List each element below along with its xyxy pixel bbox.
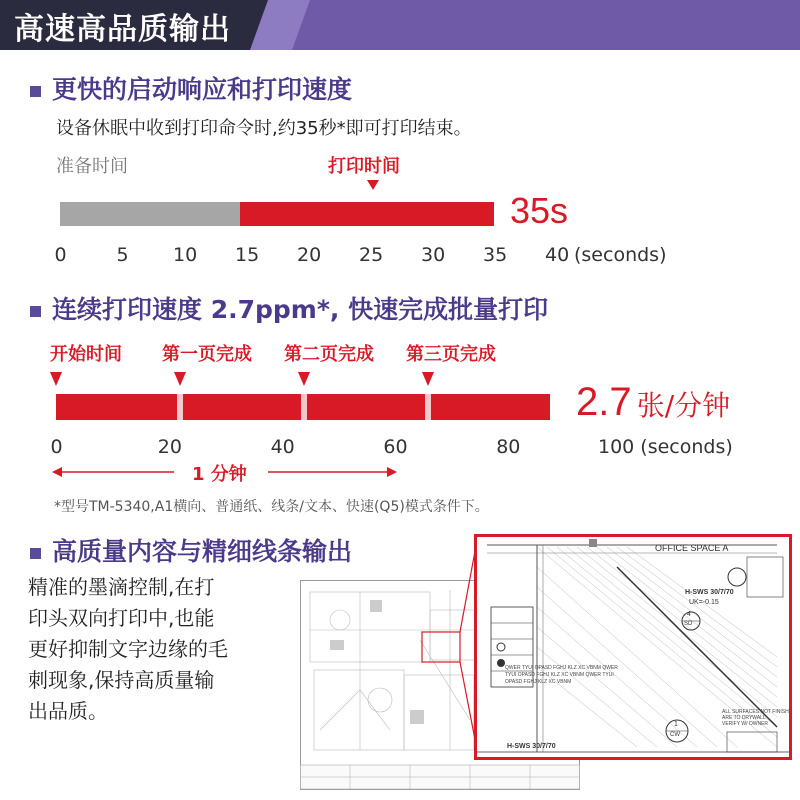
zoom-marker2-sub: CW [670, 732, 680, 738]
continuous-axis-tick: 40 [270, 436, 295, 458]
text-line: 出品质。 [28, 699, 108, 723]
page-gap [425, 394, 431, 420]
print-time-marker [367, 180, 379, 190]
note-line: VERIFY W/ OWNER [722, 721, 769, 727]
page1-label: 第一页完成 [162, 344, 252, 365]
footnote: *型号TM-5340,A1横向、普通纸、线条/文本、快速(Q5)模式条件下。 [54, 499, 489, 515]
section-bullet [30, 86, 41, 97]
note-line: TYUI OPASD FGHJ KLZ XC VBNM QWER TYUI [505, 672, 614, 678]
one-minute-label: 1 分钟 [192, 464, 247, 485]
startup-axis-tick: 0 [54, 244, 67, 266]
zoom-marker2: 1 [674, 721, 678, 728]
zoom-marker1-sub: SD [684, 621, 693, 627]
blueprint-zoom [474, 534, 792, 760]
zoom-marker1: 4 [687, 611, 691, 618]
section3-title: 高质量内容与精细线条输出 [52, 537, 353, 566]
startup-axis-tick: 15 [235, 244, 260, 266]
page2-label: 第二页完成 [284, 344, 374, 365]
start-time-label: 开始时间 [50, 344, 122, 365]
page-marker [422, 372, 434, 386]
section1-title: 更快的启动响应和打印速度 [52, 75, 353, 104]
speed-readout [576, 380, 730, 425]
section3-text [28, 572, 228, 727]
note-line: ARE TO DRYWALL [722, 715, 766, 721]
startup-axis-tick: 30 [421, 244, 446, 266]
startup-axis-unit: (seconds) [574, 244, 667, 266]
continuous-axis-last-tick: 100 (seconds) [598, 436, 733, 458]
startup-axis-tick: 40 [545, 244, 570, 266]
page-marker [298, 372, 310, 386]
page-title: 高速高品质输出 [14, 12, 231, 47]
speed-unit: 张/分钟 [636, 389, 731, 422]
startup-axis-tick: 20 [297, 244, 322, 266]
speed-value: 2.7 [576, 380, 632, 424]
text-line: 刺现象,保持高质量输 [28, 668, 215, 692]
text-line: 印头双向打印中,也能 [28, 606, 215, 630]
startup-axis-tick: 25 [359, 244, 384, 266]
section1-desc: 设备休眠中收到打印命令时,约35秒*即可打印结束。 [56, 118, 472, 139]
start-marker [50, 372, 62, 386]
print-time-segment [240, 202, 494, 226]
page-marker [174, 372, 186, 386]
continuous-print-bar [56, 394, 550, 420]
note-line: QWER TYUI OPASD FGHJ KLZ XC VBNM QWER [505, 665, 618, 671]
startup-axis-tick: 5 [116, 244, 129, 266]
continuous-axis-tick: 20 [157, 436, 182, 458]
zoom-surface-notes [722, 709, 789, 727]
prep-time-segment [60, 202, 240, 226]
page-gap [301, 394, 307, 420]
section-bullet [30, 548, 41, 559]
startup-axis-tick: 35 [483, 244, 508, 266]
startup-axis-tick: 10 [173, 244, 198, 266]
page3-label: 第三页完成 [406, 344, 496, 365]
print-time-label: 打印时间 [328, 156, 400, 177]
zoom-notes [505, 665, 618, 686]
zoom-sws-label-2: H-SWS 30/7/70 [507, 743, 556, 750]
zoom-sws-label: H-SWS 30/7/70 [685, 589, 734, 596]
startup-bar [60, 202, 556, 226]
text-line: 精准的墨滴控制,在打 [28, 575, 215, 599]
continuous-axis-tick: 60 [383, 436, 408, 458]
continuous-axis-tick: 0 [50, 436, 63, 458]
zoom-office-label: OFFICE SPACE A [655, 543, 729, 553]
section2-title: 连续打印速度 2.7ppm*, 快速完成批量打印 [52, 295, 549, 324]
note-line: ALL SURFACES NOT FINISH [722, 709, 789, 715]
note-line: OPASD FGHJ KLZ XC VBNM [505, 679, 572, 685]
page-gap [177, 394, 183, 420]
continuous-axis-tick: 80 [496, 436, 521, 458]
section-bullet [30, 306, 41, 317]
zoom-uk-label: UK=-0.15 [689, 599, 719, 606]
prep-time-label: 准备时间 [56, 156, 128, 177]
total-time-value: 35s [510, 190, 569, 231]
text-line: 更好抑制文字边缘的毛 [28, 637, 228, 661]
